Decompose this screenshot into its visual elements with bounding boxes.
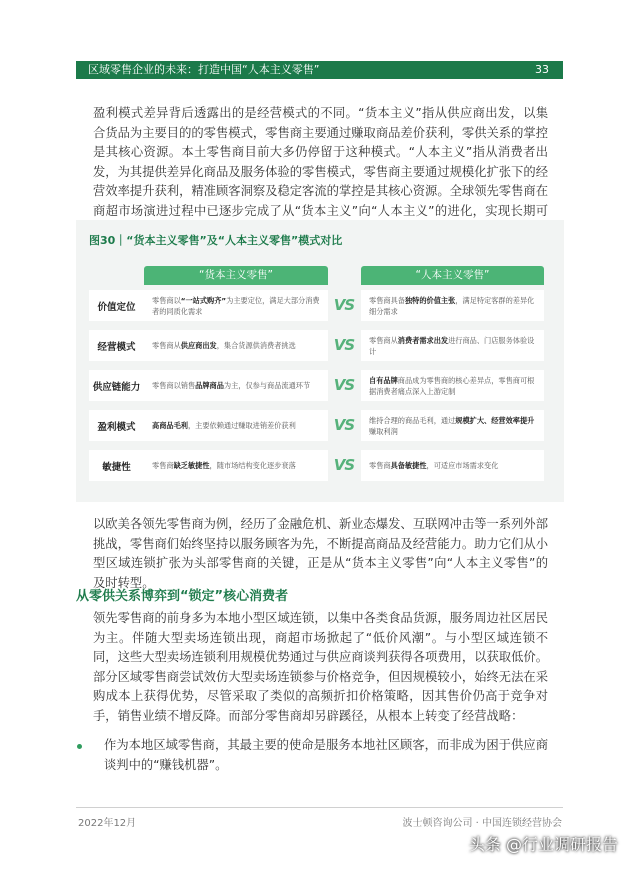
left-cell-text: 高商品毛利，主要依赖通过赚取进销差价获利	[152, 421, 296, 430]
right-cell	[361, 370, 544, 401]
figure-30	[76, 220, 564, 502]
left-cell-emphasis: “一站式购齐”	[180, 295, 227, 305]
vs-icon: VS	[333, 456, 355, 474]
row-label: 供应链能力	[89, 370, 144, 401]
page-header-bar	[76, 61, 563, 79]
footer-org: 波士顿咨询公司 · 中国连锁经营协会	[402, 818, 562, 829]
vs-icon: VS	[333, 376, 355, 394]
footer-date: 2022年12月	[78, 818, 137, 829]
page-number: 33	[535, 63, 549, 76]
vs-icon: VS	[333, 296, 355, 314]
right-cell	[361, 330, 544, 361]
figure-title: 图30｜“货本主义零售”及“人本主义零售”模式对比	[89, 234, 343, 247]
vs-icon: VS	[333, 416, 355, 434]
left-cell-text: 零售商从供应商出发，集合货源供消费者挑选	[152, 341, 296, 350]
bullet-item-1: 作为本地区域零售商，其最主要的使命是服务本地社区顾客，而非成为困于供应商谈判中的“赚钱机器”。	[104, 738, 548, 772]
left-cell-emphasis: 供应商出发	[180, 341, 217, 350]
left-cell-emphasis: 高商品毛利	[152, 421, 188, 430]
left-cell	[144, 450, 328, 481]
right-cell-text: 零售商从消费者需求出发进行商品、门店服务体验设计	[369, 335, 535, 356]
row-label: 盈利模式	[89, 410, 144, 441]
right-cell-text: 零售商具备独特的价值主张，满足特定客群的差异化细分需求	[369, 295, 535, 316]
row-label: 价值定位	[89, 290, 144, 321]
right-cell	[361, 450, 544, 481]
bullet-dot	[77, 744, 82, 749]
left-cell	[144, 290, 328, 321]
paragraph-2: 以欧美各领先零售商为例，经历了金融危机、新业态爆发、互联网冲击等一系列外部挑战，零售商们始终坚持以服务顾客为先，不断提高商品及经营能力。助力它们从小型区域连锁扩张为头部零售商的关键，正是从“货本主义零售”向“人本主义零售”的及时转型。	[93, 517, 548, 590]
vs-icon: VS	[333, 336, 355, 354]
right-cell-emphasis: 自有品牌	[369, 375, 398, 385]
right-cell	[361, 410, 544, 441]
intro-text: 盈利模式差异背后透露出的是经营模式的不同。“货本主义”指从供应商出发，以集合货品为主要目的的零售模式，零售商主要通过赚取商品差价获利，零供关系的掌控是其核心资源。本土零售商目前大多仍停留于这种模式。“人本主义”指从消费者出发，为其提供差异化商品及服务体验的零售模式，零售商主要通过规模化扩张下的经营效率提升获利，精准顾客洞察及稳定客流的掌控是其核心资源。全球领先零售商在商超市场演进过程中已逐步完成了从“货本主义”向“人本主义”的进化，实现长期可	[93, 106, 548, 218]
right-cell-emphasis: 消费者需求出发	[397, 335, 449, 345]
left-cell	[144, 370, 328, 401]
left-column-header: “货本主义零售”	[144, 266, 328, 285]
paragraph-3: 领先零售商的前身多为本地小型区域连锁，以集中各类食品货源，服务周边社区居民为主。伴随大型卖场连锁出现，商超市场掀起了“低价风潮”。与小型区域连锁不同，这些大型卖场连锁利用规模优势通过与供应商谈判获得各项费用，以获取低价。部分区域零售商尝试效仿大型卖场连锁参与价格竞争，但因规模较小，始终无法在采购成本上获得优势，尽管采取了类似的高频折扣价格策略，因其售价仍高于竞争对手，销售业绩不增反降。而部分零售商却另辟蹊径，从根本上转变了经营战略：	[93, 611, 548, 723]
header-title: 区域零售企业的未来：打造中国“人本主义零售”	[88, 63, 320, 76]
watermark: 头条 @行业调研报告	[468, 835, 618, 854]
section-subheading: 从零供关系博弈到“锁定”核心消费者	[76, 589, 289, 604]
right-cell-text: 维持合理的商品毛利，通过规模扩大、经营效率提升赚取利润	[369, 415, 535, 436]
left-cell-text: 零售商以“一站式购齐”为主要定位，满足大部分消费者的同质化需求	[152, 295, 320, 316]
left-cell-text: 零售商以销售品牌商品为主，仅参与商品流通环节	[152, 381, 311, 390]
row-label: 经营模式	[89, 330, 144, 361]
right-cell-emphasis: 具备敏捷性	[390, 461, 427, 470]
left-cell-emphasis: 缺乏敏捷性	[173, 461, 210, 470]
left-cell	[144, 410, 328, 441]
left-cell-text: 零售商缺乏敏捷性，随市场结构变化逐步衰落	[152, 461, 296, 470]
right-cell-emphasis: 规模扩大、经营效率提升	[455, 415, 535, 425]
right-cell-text: 自有品牌商品成为零售商的核心差异点，零售商可根据消费者痛点深入上游定制	[369, 375, 535, 396]
right-column-header: “人本主义零售”	[361, 266, 544, 285]
footer-divider	[76, 807, 563, 808]
right-cell-emphasis: 独特的价值主张	[404, 295, 456, 305]
left-cell	[144, 330, 328, 361]
row-label: 敏捷性	[89, 450, 144, 481]
right-cell	[361, 290, 544, 321]
right-cell-text: 零售商具备敏捷性，可适应市场需求变化	[369, 461, 499, 470]
left-cell-emphasis: 品牌商品	[195, 381, 224, 390]
